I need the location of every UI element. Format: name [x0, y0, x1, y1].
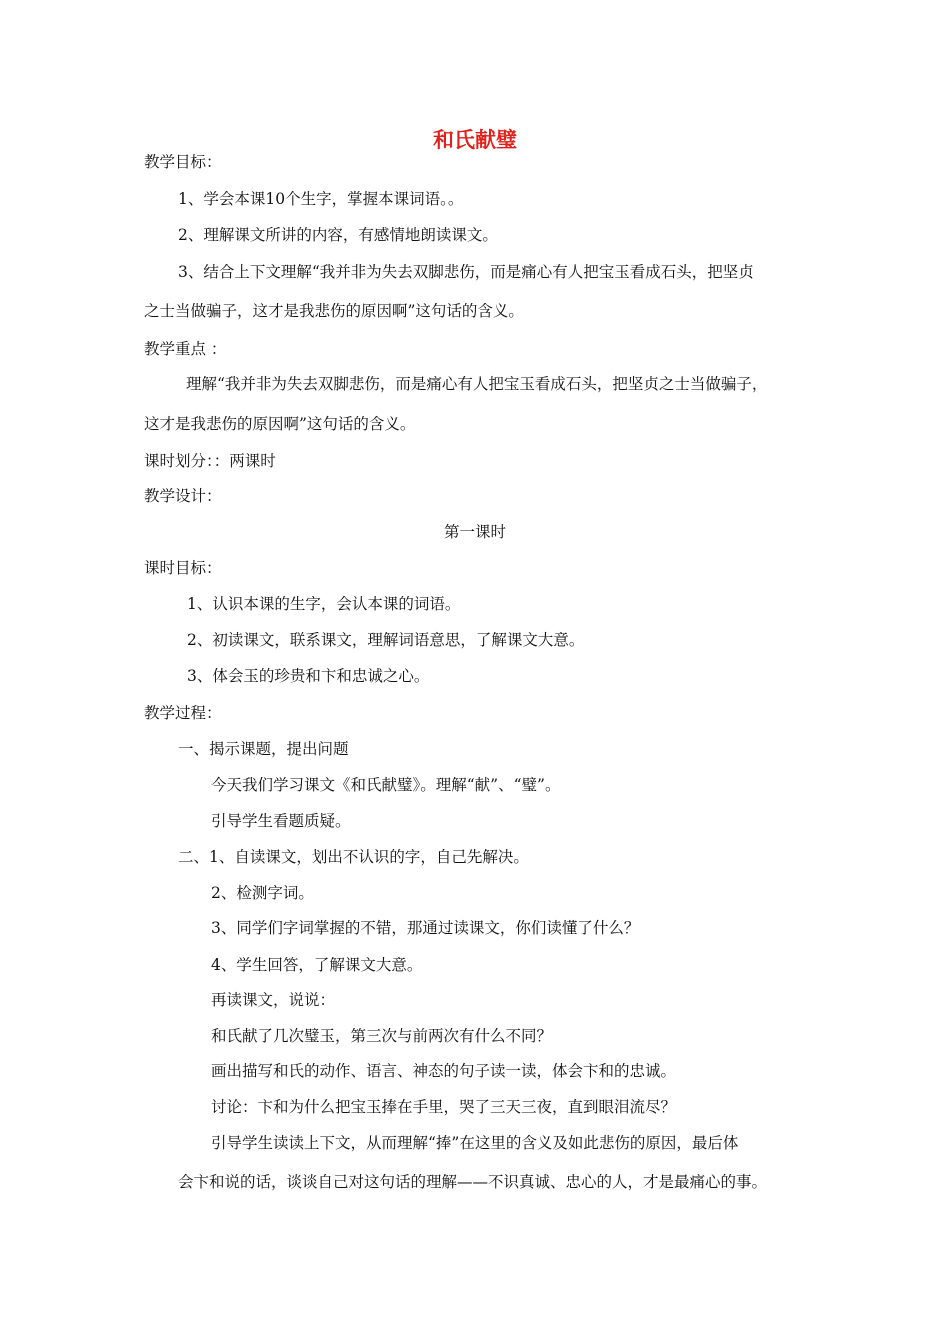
- lesson-goal-1: 1、认识本课的生字，会认本课的词语。: [187, 595, 461, 613]
- key-line-1: 理解“我并非为失去双脚悲伤，而是痛心有人把宝玉看成石头，把坚贞之士当做骗子，: [186, 375, 768, 393]
- step-2-line-3: 3、同学们字词掌握的不错，那通过读课文，你们读懂了什么？: [211, 919, 640, 937]
- goal-2: 2、理解课文所讲的内容，有感情地朗读课文。: [178, 226, 498, 244]
- goals-heading: 教学目标：: [144, 153, 222, 171]
- design-heading: 教学设计：: [144, 487, 222, 505]
- process-heading: 教学过程：: [144, 704, 222, 722]
- key-heading: 教学重点 ：: [144, 340, 227, 358]
- goal-3-line-1: 3、结合上下文理解“我并非为失去双脚悲伤，而是痛心有人把宝玉看成石头，把坚贞: [178, 263, 754, 281]
- document-title: 和氏献璧: [433, 128, 517, 152]
- reread-line: 再读课文，说说：: [211, 991, 336, 1009]
- guide-line-1: 引导学生读读上下文，从而理解“捧”在这里的含义及如此悲伤的原因，最后体: [211, 1134, 739, 1152]
- step-1-line-1: 今天我们学习课文《和氏献璧》。理解“献”、“璧”。: [211, 776, 561, 794]
- guide-line-2: 会卞和说的话，谈谈自己对这句话的理解——不识真诚、忠心的人，才是最痛心的事。: [178, 1173, 768, 1191]
- lesson-goal-3: 3、体会玉的珍贵和卞和忠诚之心。: [187, 667, 430, 685]
- key-line-2: 这才是我悲伤的原因啊”这句话的含义。: [144, 415, 416, 433]
- question-1: 和氏献了几次璧玉，第三次与前两次有什么不同？: [211, 1027, 553, 1045]
- step-2-line-1: 二、1、自读课文，划出不认识的字，自己先解决。: [178, 848, 529, 866]
- step-1-heading: 一、揭示课题，提出问题: [178, 740, 349, 758]
- lesson-1-heading: 第一课时: [443, 523, 506, 541]
- lesson-goals-heading: 课时目标：: [144, 559, 222, 577]
- step-2-line-4: 4、学生回答，了解课文大意。: [211, 956, 423, 974]
- step-1-line-2: 引导学生看题质疑。: [211, 812, 351, 830]
- step-2-line-2: 2、检测字词。: [211, 884, 314, 902]
- goal-1: 1、学会本课10个生字，掌握本课词语。。: [178, 190, 464, 208]
- question-2: 画出描写和氏的动作、语言、神态的句子读一读，体会卞和的忠诚。: [211, 1062, 677, 1080]
- goal-3-line-2: 之士当做骗子，这才是我悲伤的原因啊”这句话的含义。: [144, 302, 524, 320]
- period-split: 课时划分：：两课时: [144, 452, 276, 470]
- lesson-goal-2: 2、初读课文，联系课文，理解词语意思，了解课文大意。: [187, 631, 585, 649]
- discussion-line: 讨论：卞和为什么把宝玉捧在手里，哭了三天三夜，直到眼泪流尽？: [211, 1098, 677, 1116]
